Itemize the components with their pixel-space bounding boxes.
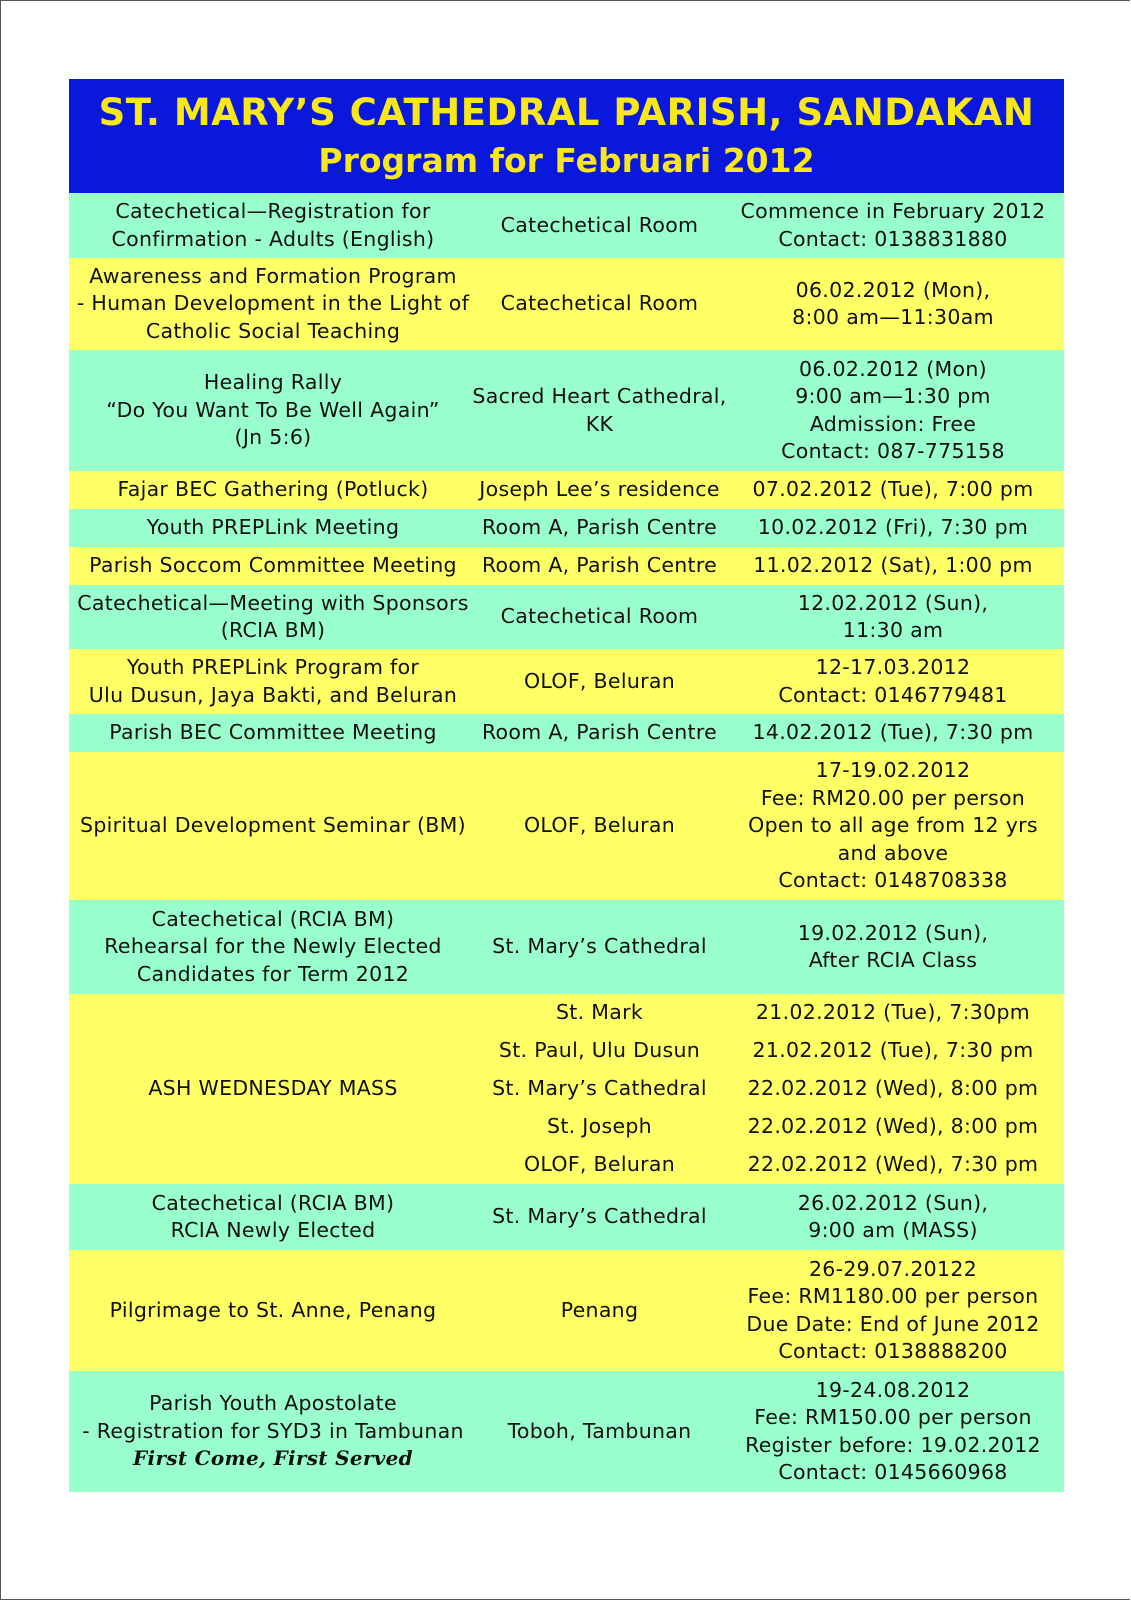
event-line: Confirmation - Adults (English) <box>111 226 435 251</box>
event-line: Fajar BEC Gathering (Potluck) <box>117 477 429 502</box>
venue-cell <box>477 649 722 714</box>
details-line: 12-17.03.2012 <box>815 655 971 679</box>
ash-mass-entry <box>477 1146 1064 1184</box>
venue-line: Catechetical Room <box>500 212 699 237</box>
table-row <box>69 1184 1064 1250</box>
table-row <box>69 714 1064 752</box>
venue-line: Joseph Lee’s residence <box>479 477 720 502</box>
details-line: Admission: Free <box>809 411 977 436</box>
details-line: Fee: RM20.00 per person <box>760 785 1026 810</box>
parish-title: ST. MARY’S CATHEDRAL PARISH, SANDAKAN <box>98 91 1035 134</box>
venue-line: Room A, Parish Centre <box>481 515 718 540</box>
venue-cell: OLOF, Beluran <box>523 1152 676 1177</box>
event-line: Youth PREPLink Program for <box>126 655 420 679</box>
event-line: RCIA Newly Elected <box>170 1218 376 1242</box>
ash-masses <box>477 994 1064 1184</box>
program-subtitle: Program for Februari 2012 <box>318 141 815 180</box>
details-line: 19-24.08.2012 <box>815 1377 971 1402</box>
venue-cell: St. Paul, Ulu Dusun <box>498 1038 701 1063</box>
ash-mass-entry <box>477 1070 1064 1108</box>
details-cell: 22.02.2012 (Wed), 8:00 pm <box>747 1114 1039 1139</box>
details-line: Due Date: End of June 2012 <box>746 1311 1040 1336</box>
event-cell <box>69 649 477 714</box>
event-cell <box>69 547 477 585</box>
event-line: Parish BEC Committee Meeting <box>109 720 437 745</box>
event-line: Catechetical—Registration for <box>115 199 431 223</box>
details-line: 9:00 am (MASS) <box>808 1218 978 1242</box>
event-cell <box>69 900 477 994</box>
venue-cell: St. Mary’s Cathedral <box>492 1076 707 1101</box>
details-line: 11.02.2012 (Sat), 1:00 pm <box>753 553 1033 578</box>
venue-line: Catechetical Room <box>500 604 699 629</box>
details-cell <box>722 193 1064 258</box>
details-line: Register before: 19.02.2012 <box>745 1432 1041 1457</box>
details-line: Contact: 087-775158 <box>781 439 1005 463</box>
venue-line: OLOF, Beluran <box>523 668 676 693</box>
details-line: 10.02.2012 (Fri), 7:30 pm <box>757 515 1029 540</box>
venue-line: Toboh, Tambunan <box>507 1418 692 1443</box>
event-cell <box>69 752 477 900</box>
details-cell <box>722 649 1064 714</box>
header-banner <box>69 79 1064 193</box>
details-line: 19.02.2012 (Sun), <box>797 920 989 945</box>
details-line: 14.02.2012 (Tue), 7:30 pm <box>752 720 1034 745</box>
venue-line: Sacred Heart Cathedral, <box>472 384 727 408</box>
venue-line: Penang <box>560 1297 639 1322</box>
table-row <box>69 509 1064 547</box>
venue-cell <box>472 350 727 471</box>
venue-line: OLOF, Beluran <box>523 813 676 838</box>
event-cell <box>69 258 477 350</box>
venue-line: Room A, Parish Centre <box>481 720 718 745</box>
details-cell <box>722 547 1064 585</box>
event-line: - Registration for SYD3 in Tambunan <box>82 1418 464 1443</box>
table-row <box>69 471 1064 509</box>
event-cell <box>69 1250 477 1371</box>
details-line: 07.02.2012 (Tue), 7:00 pm <box>752 477 1034 502</box>
venue-cell <box>477 193 722 258</box>
venue-cell <box>477 714 722 752</box>
details-cell: 22.02.2012 (Wed), 8:00 pm <box>747 1076 1039 1101</box>
details-line: Fee: RM1180.00 per person <box>747 1284 1039 1308</box>
venue-cell <box>477 752 722 900</box>
event-cell <box>69 509 477 547</box>
details-line: Contact: 0146779481 <box>778 682 1008 707</box>
venue-line: Room A, Parish Centre <box>481 553 718 578</box>
ash-wednesday-row <box>69 994 1064 1184</box>
details-line: Contact: 0138888200 <box>778 1339 1008 1363</box>
ash-mass-entry <box>477 1032 1064 1070</box>
venue-line: St. Mary’s Cathedral <box>492 934 707 959</box>
event-line: Candidates for Term 2012 <box>136 961 410 986</box>
details-line: 26.02.2012 (Sun), <box>797 1190 989 1215</box>
event-line: Ulu Dusun, Jaya Bakti, and Beluran <box>88 682 458 707</box>
ash-mass-entry <box>477 1108 1064 1146</box>
event-line: Spiritual Development Seminar (BM) <box>80 813 466 838</box>
details-line: 12.02.2012 (Sun), <box>797 590 989 615</box>
details-cell <box>722 350 1064 471</box>
venue-cell: St. Mark <box>555 1000 644 1025</box>
event-line: “Do You Want To Be Well Again” <box>106 397 440 422</box>
event-cell <box>69 714 477 752</box>
details-line: Open to all age from 12 yrs <box>748 813 1038 838</box>
details-line: Contact: 0145660968 <box>778 1460 1008 1484</box>
event-line: Catechetical—Meeting with Sponsors <box>77 590 469 615</box>
event-line: (RCIA BM) <box>220 618 326 642</box>
table-row <box>69 900 1064 994</box>
event-cell <box>69 1371 477 1492</box>
details-line: 06.02.2012 (Mon) <box>799 356 987 381</box>
table-row <box>69 547 1064 585</box>
table-row <box>69 649 1064 714</box>
event-line: Awareness and Formation Program <box>89 263 457 288</box>
venue-cell <box>477 585 722 649</box>
details-line: 06.02.2012 (Mon), <box>795 277 991 302</box>
details-cell <box>722 471 1064 509</box>
details-cell <box>722 1184 1064 1250</box>
event-line: Rehearsal for the Newly Elected <box>104 934 442 959</box>
details-cell <box>722 714 1064 752</box>
details-cell <box>722 585 1064 649</box>
details-cell <box>722 258 1064 350</box>
venue-cell <box>477 900 722 994</box>
details-cell: 21.02.2012 (Tue), 7:30pm <box>755 1000 1031 1025</box>
details-cell <box>722 509 1064 547</box>
event-cell <box>69 994 477 1184</box>
event-cell <box>69 471 477 509</box>
event-cell <box>69 1184 477 1250</box>
event-line: Healing Rally <box>203 370 343 395</box>
ash-mass-entry <box>477 994 1064 1032</box>
ash-wednesday-title: ASH WEDNESDAY MASS <box>148 1076 398 1101</box>
event-line: - Human Development in the Light of <box>76 291 470 316</box>
event-line: Catechetical (RCIA BM) <box>151 906 395 931</box>
program-table <box>69 193 1064 1492</box>
venue-line: St. Mary’s Cathedral <box>492 1204 707 1229</box>
venue-cell: St. Joseph <box>547 1114 652 1139</box>
table-row <box>69 350 1064 471</box>
table-row <box>69 752 1064 900</box>
details-line: Commence in February 2012 <box>740 199 1046 223</box>
venue-cell <box>477 547 722 585</box>
venue-line: KK <box>585 411 614 436</box>
event-line: Parish Soccom Committee Meeting <box>89 553 457 578</box>
venue-cell <box>477 1371 722 1492</box>
details-line: Contact: 0138831880 <box>778 226 1008 251</box>
details-line: and above <box>837 840 949 865</box>
venue-cell <box>477 1184 722 1250</box>
details-line: Fee: RM150.00 per person <box>754 1405 1032 1429</box>
table-row <box>69 1371 1064 1492</box>
event-line: (Jn 5:6) <box>234 425 312 450</box>
venue-cell <box>477 1250 722 1371</box>
details-line: 8:00 am—11:30am <box>792 305 994 329</box>
table-row <box>69 585 1064 649</box>
event-line: Pilgrimage to St. Anne, Penang <box>109 1297 437 1322</box>
table-row <box>69 258 1064 350</box>
event-cell <box>69 193 477 258</box>
venue-cell <box>477 471 722 509</box>
venue-cell <box>477 258 722 350</box>
details-cell <box>722 1250 1064 1371</box>
details-line: 11:30 am <box>842 618 944 642</box>
event-line: Parish Youth Apostolate <box>149 1391 397 1416</box>
table-row <box>69 1250 1064 1371</box>
details-line: After RCIA Class <box>808 948 978 972</box>
venue-line: Catechetical Room <box>500 291 699 316</box>
details-line: 9:00 am—1:30 pm <box>795 384 991 408</box>
details-line: 26-29.07.20122 <box>808 1256 978 1281</box>
event-cell <box>69 350 477 471</box>
details-line: 17-19.02.2012 <box>815 758 971 783</box>
details-line: Contact: 0148708338 <box>778 868 1008 893</box>
event-line: Catholic Social Teaching <box>145 318 401 343</box>
event-line: Catechetical (RCIA BM) <box>151 1190 395 1215</box>
details-cell <box>722 1371 1064 1492</box>
details-cell <box>722 900 1064 994</box>
event-line: Youth PREPLink Meeting <box>146 515 400 540</box>
details-cell <box>722 752 1064 900</box>
details-cell: 22.02.2012 (Wed), 7:30 pm <box>747 1152 1039 1177</box>
venue-cell <box>477 509 722 547</box>
table-row <box>69 193 1064 258</box>
event-cell <box>69 585 477 649</box>
details-cell: 21.02.2012 (Tue), 7:30 pm <box>752 1038 1034 1063</box>
event-note: First Come, First Served <box>133 1446 413 1471</box>
program-sheet <box>69 79 1064 1492</box>
